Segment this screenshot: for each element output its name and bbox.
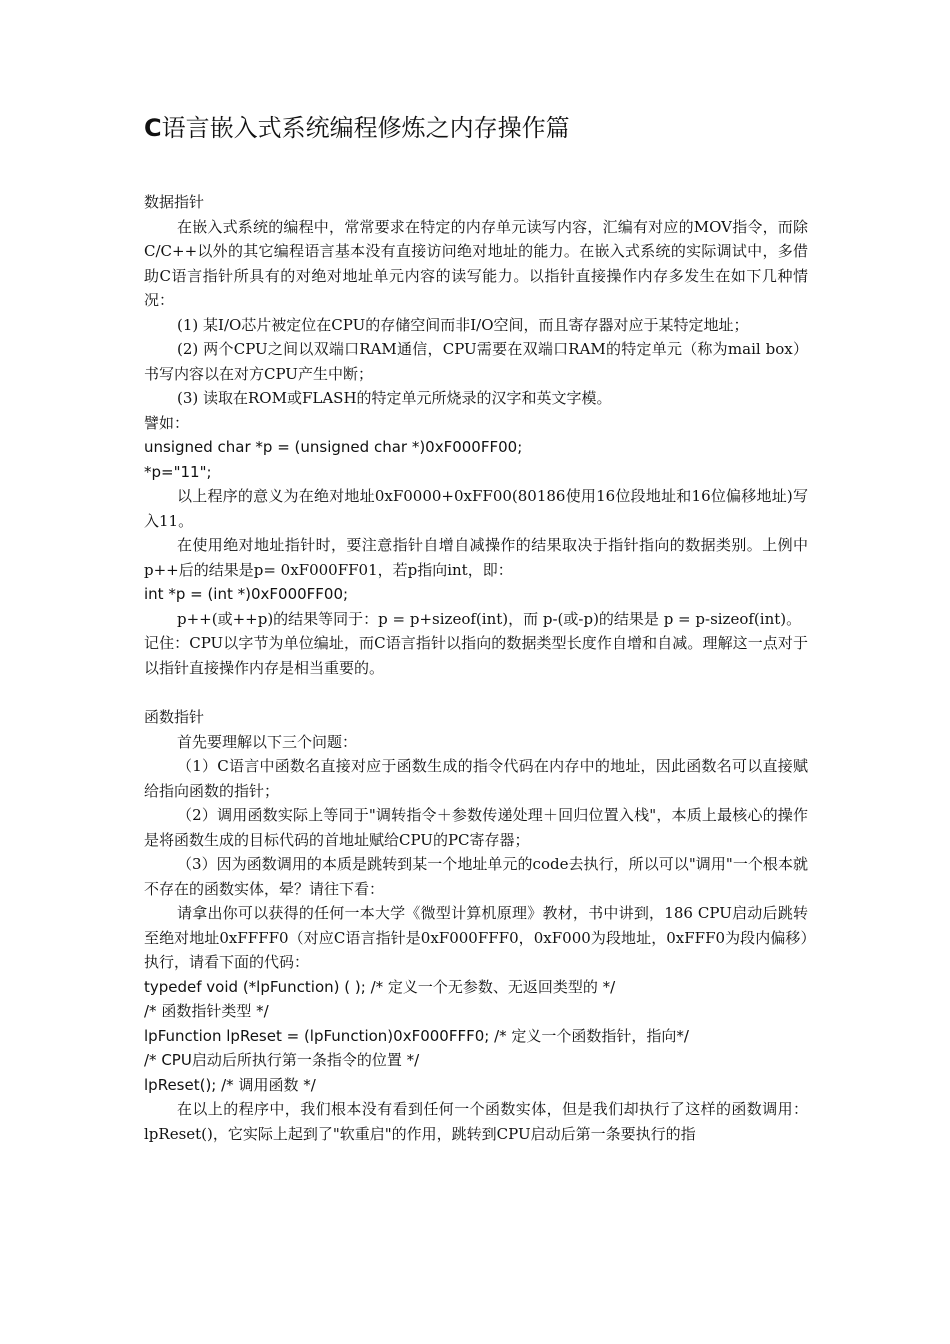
title-prefix: C — [144, 114, 162, 142]
code-line: *p="11"; — [144, 462, 212, 481]
paragraph: 请拿出你可以获得的任何一本大学《微型计算机原理》教材，书中讲到，186 CPU启动后跳转至绝对地址0xFFFF0（对应C语言指针是0xF000FFF0，0xF000为段地址，0xFFF0为段内偏移）执行，请看下面的代码： — [144, 904, 808, 971]
section-heading-data-pointer: 数据指针 — [144, 193, 205, 211]
section-gap — [144, 680, 808, 705]
paragraph: 以上程序的意义为在绝对地址0xF0000+0xFF00(80186使用16位段地址和16位偏移地址)写入11。 — [144, 487, 808, 530]
code-line: /* CPU启动后所执行第一条指令的位置 */ — [144, 1051, 420, 1069]
list-item: （2）调用函数实际上等同于"调转指令＋参数传递处理＋回归位置入栈"，本质上最核心的操作是将函数生成的目标代码的首地址赋给CPU的PC寄存器； — [144, 806, 808, 849]
code-line: lpFunction lpReset = (lpFunction)0xF000FFF0; /* 定义一个函数指针，指向*/ — [144, 1026, 689, 1045]
list-item: (1) 某I/O芯片被定位在CPU的存储空间而非I/O空间，而且寄存器对应于某特定地址； — [177, 315, 749, 334]
page-title — [144, 110, 844, 146]
list-item: （3）因为函数调用的本质是跳转到某一个地址单元的code去执行，所以可以"调用"一个根本就不存在的函数实体，晕？请往下看： — [144, 855, 808, 898]
code-line: /* 函数指针类型 */ — [144, 1002, 269, 1020]
section-heading-function-pointer: 函数指针 — [144, 708, 205, 726]
code-line: lpReset(); /* 调用函数 */ — [144, 1075, 316, 1094]
list-item: (2) 两个CPU之间以双端口RAM通信，CPU需要在双端口RAM的特定单元（称为mail box）书写内容以在对方CPU产生中断； — [144, 340, 808, 383]
code-line: typedef void (*lpFunction) ( ); /* 定义一个无参数、无返回类型的 */ — [144, 977, 616, 996]
paragraph: 记住：CPU以字节为单位编址，而C语言指针以指向的数据类型长度作自增和自减。理解这一点对于以指针直接操作内存是相当重要的。 — [144, 634, 808, 677]
paragraph: 首先要理解以下三个问题： — [177, 732, 358, 751]
title-rest: 语言嵌入式系统编程修炼之内存操作篇 — [161, 114, 570, 142]
example-label: 譬如： — [144, 413, 190, 432]
paragraph: 在嵌入式系统的编程中，常常要求在特定的内存单元读写内容，汇编有对应的MOV指令，而除C/C++以外的其它编程语言基本没有直接访问绝对地址的能力。在嵌入式系统的实际调试中，多借助C语言指针所具有的对绝对地址单元内容的读写能力。以指针直接操作内存多发生在如下几种情况： — [144, 217, 808, 309]
list-item: (3) 读取在ROM或FLASH的特定单元所烧录的汉字和英文字模。 — [177, 389, 612, 407]
code-line: int *p = (int *)0xF000FF00; — [144, 585, 349, 603]
list-item: （1）C语言中函数名直接对应于函数生成的指令代码在内存中的地址，因此函数名可以直接赋给指向函数的指针； — [144, 757, 808, 800]
article-body — [144, 190, 808, 1146]
paragraph: 在以上的程序中，我们根本没有看到任何一个函数实体，但是我们却执行了这样的函数调用：lpReset()，它实际上起到了"软重启"的作用，跳转到CPU启动后第一条要执行的指 — [144, 1100, 808, 1143]
paragraph: p++(或++p)的结果等同于：p = p+sizeof(int)，而 p-(或-p)的结果是 p = p-sizeof(int)。 — [177, 609, 802, 628]
code-line: unsigned char *p = (unsigned char *)0xF000FF00; — [144, 438, 523, 456]
paragraph: 在使用绝对地址指针时，要注意指针自增自减操作的结果取决于指针指向的数据类别。上例中p++后的结果是p= 0xF000FF01，若p指向int，即： — [144, 536, 808, 579]
